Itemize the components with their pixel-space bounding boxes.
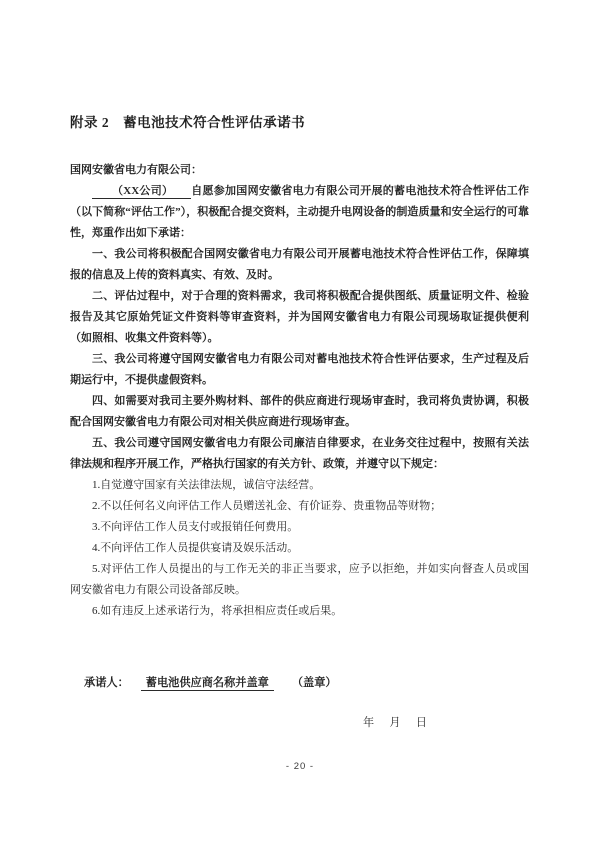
sub-clause-3: 3.不向评估工作人员支付或报销任何费用。 — [92, 521, 299, 533]
sub-clause-1: 1.自觉遵守国家有关法律法规，诚信守法经营。 — [92, 479, 321, 491]
document-body — [70, 160, 529, 622]
supplier-name-blank: 蓄电池供应商名称并盖章 — [141, 677, 274, 691]
intro-text: 自愿参加国网安徽省电力有限公司开展的蓄电池技术符合性评估工作（以下简称“评估工作”），积极配合提交资料，主动提升电网设备的制造质量和安全运行的可靠性，郑重作出如下承诺： — [70, 185, 530, 239]
seal-note: （盖章） — [291, 677, 337, 689]
intro-paragraph — [70, 181, 529, 244]
sub-clause-4: 4.不向评估工作人员提供宴请及娱乐活动。 — [92, 542, 299, 554]
page-number: - 20 - — [285, 761, 315, 772]
clause-4: 四、如需要对我司主要外购材料、部件的供应商进行现场审查时，我司将负责协调，积极配合国网安徽省电力有限公司对相关供应商进行现场审查。 — [70, 395, 529, 428]
date-line: 年 月 日 — [363, 717, 429, 729]
clause-1: 一、我公司将积极配合国网安徽省电力有限公司开展蓄电池技术符合性评估工作，保障填报的信息及上传的资料真实、有效、及时。 — [70, 248, 529, 281]
document-title: 附录 2 蓄电池技术符合性评估承诺书 — [70, 115, 306, 130]
sub-clause-2: 2.不以任何名义向评估工作人员赠送礼金、有价证券、贵重物品等财物； — [92, 500, 442, 512]
clause-2: 二、评估过程中，对于合理的资料需求，我司将积极配合提供图纸、质量证明文件、检验报告及其它原始凭证文件资料等审查资料，并为国网安徽省电力有限公司现场取证提供便利（如照相、收集文件资料等）。 — [70, 290, 529, 344]
clause-5: 五、我公司遵守国网安徽省电力有限公司廉洁自律要求，在业务交往过程中，按照有关法律法规和程序开展工作，严格执行国家的有关方针、政策，并遵守以下规定： — [70, 437, 529, 470]
company-placeholder: （XX公司） — [112, 185, 174, 197]
signature-row — [70, 674, 529, 690]
company-name-blank — [92, 185, 191, 199]
clause-3: 三、我公司将遵守国网安徽省电力有限公司对蓄电池技术符合性评估要求，生产过程及后期运行中，不提供虚假资料。 — [70, 353, 529, 386]
sub-clause-6: 6.如有违反上述承诺行为，将承担相应责任或后果。 — [92, 605, 343, 617]
sub-clause-5: 5.对评估工作人员提出的与工作无关的非正当要求，应予以拒绝，并如实向督查人员或国网安徽省电力有限公司设备部反映。 — [70, 563, 529, 596]
signature-label: 承诺人： — [84, 677, 129, 689]
salutation: 国网安徽省电力有限公司： — [70, 164, 202, 176]
